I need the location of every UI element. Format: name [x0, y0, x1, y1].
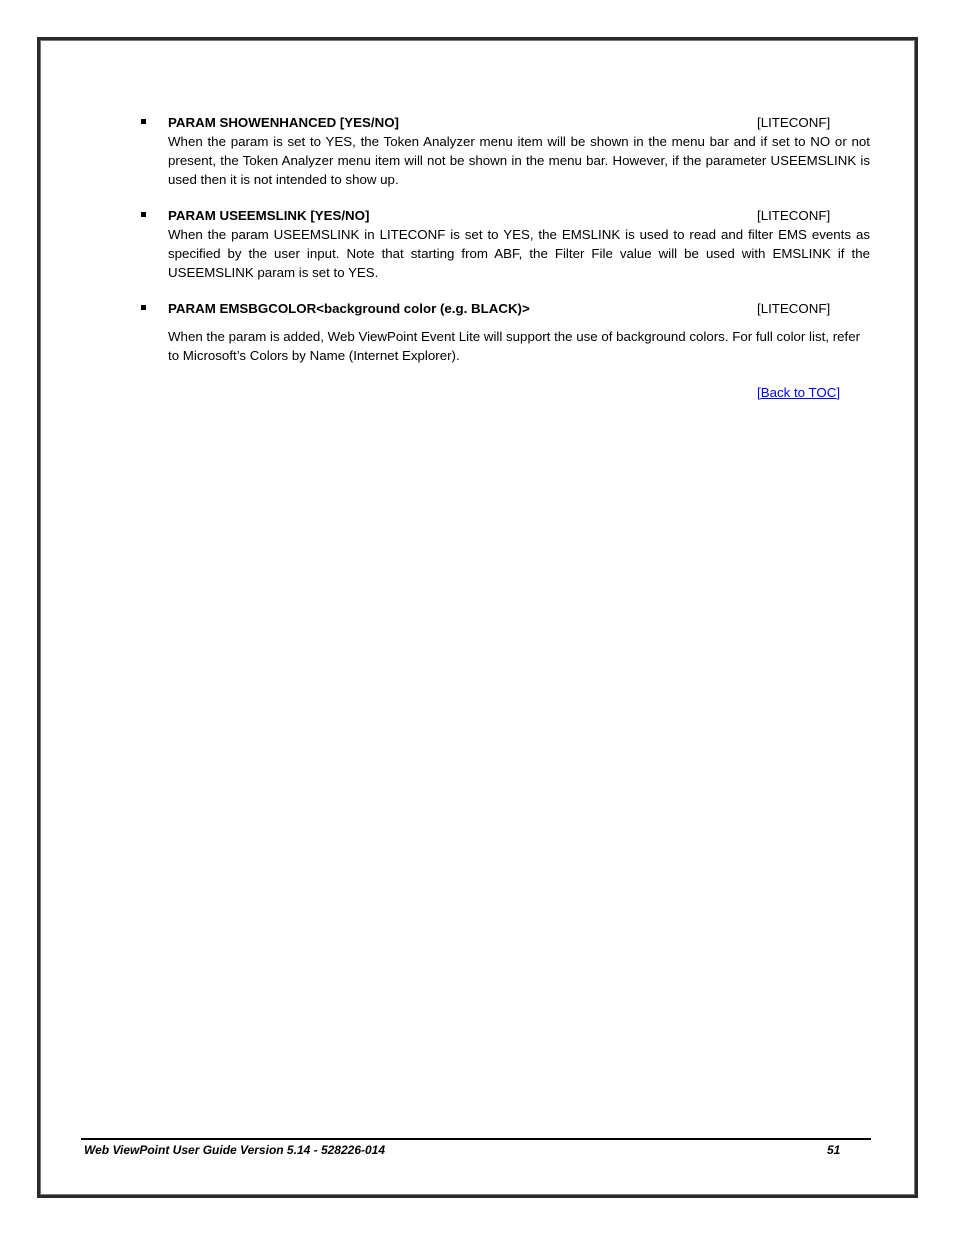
page-number: 51	[827, 1143, 841, 1157]
param-tag: [LITECONF]	[757, 208, 831, 223]
param-description: When the param is added, Web ViewPoint Event Lite will support the use of background colors. For full color list, refer to Microsoft’s Colors by Name (Internet Explorer).	[168, 329, 861, 363]
param-description: When the param is set to YES, the Token Analyzer menu item will be shown in the menu bar and if set to NO or not present, the Token Analyzer menu item will not be shown in the menu bar. However, if the parameter USEEMSLINK is used then it is not intended to show up.	[168, 134, 870, 187]
back-to-toc-link[interactable]: [Back to TOC]	[757, 385, 841, 400]
square-bullet-icon	[141, 119, 146, 124]
footer-title: Web ViewPoint User Guide Version 5.14 - 528226-014	[84, 1143, 386, 1157]
footer-divider	[81, 1138, 871, 1140]
param-item-showenhanced	[140, 113, 870, 189]
param-header	[140, 206, 870, 225]
param-description: When the param USEEMSLINK in LITECONF is set to YES, the EMSLINK is used to read and filter EMS events as specified by the user input. Note that starting from ABF, the Filter File value will be used with EMSLINK if the USEEMSLINK param is set to YES.	[168, 227, 870, 280]
param-item-emsbgcolor	[140, 299, 870, 365]
param-name: PARAM USEEMSLINK [YES/NO]	[168, 208, 370, 223]
param-list	[140, 113, 870, 382]
param-header	[140, 299, 870, 318]
square-bullet-icon	[141, 212, 146, 217]
param-name: PARAM EMSBGCOLOR<background color (e.g. BLACK)>	[168, 301, 530, 316]
square-bullet-icon	[141, 305, 146, 310]
param-item-useemslink	[140, 206, 870, 282]
param-tag: [LITECONF]	[757, 301, 831, 316]
param-name: PARAM SHOWENHANCED [YES/NO]	[168, 115, 399, 130]
param-header	[140, 113, 870, 132]
param-tag: [LITECONF]	[757, 115, 831, 130]
